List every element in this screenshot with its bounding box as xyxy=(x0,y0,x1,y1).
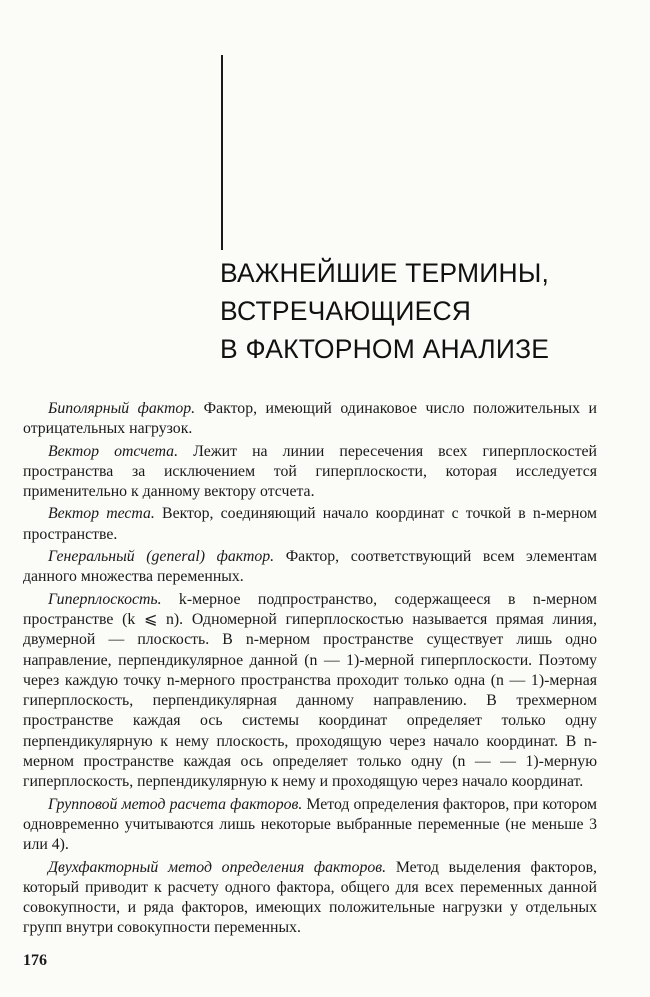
glossary-term: Двухфакторный метод определения факторов. xyxy=(48,858,387,876)
glossary-entry xyxy=(23,547,597,588)
glossary-entry xyxy=(23,590,597,793)
glossary-entry xyxy=(23,858,597,939)
glossary-term: Генеральный (general) фактор. xyxy=(48,548,275,566)
glossary-entry xyxy=(23,399,597,440)
page-number: 176 xyxy=(23,952,47,969)
glossary-term: Биполярный фактор. xyxy=(48,400,196,417)
heading-line-2: ВСТРЕЧАЮЩИЕСЯ xyxy=(220,296,472,326)
glossary xyxy=(23,399,597,941)
glossary-definition: k-мерное подпространство, содержащееся в n-мерном пространстве (k ⩽ n). Одномерной гиперплоскостью называется прямая линия, двумерной — плоскость. В n-мерном пространстве существует лишь одно направление, перпендикулярное данной (n — 1)-мерной гиперплоскости. Поэтому через каждую точку n-мерного пространства проходит только одна (n — 1)-мерная гиперплоскость, перпендикулярная данному направлению. В трехмерном пространстве каждая ось системы координат определяет только одну перпендикулярную к нему плоскость, проходящую через начало координат. В n-мерном пространстве каждая ось определяет только одну (n — — 1)-мерную гиперплоскость, перпендикулярную к нему и проходящую через начало координат. xyxy=(23,590,597,791)
vertical-rule xyxy=(221,55,223,250)
glossary-definition: Метод выделения факторов, который приводит к расчету одного фактора, общего для всех переменных данной совокупности, и ряда факторов, имеющих положительные нагрузки у отдельных групп внутри совокупности переменных. xyxy=(23,858,598,937)
heading-line-3: В ФАКТОРНОМ АНАЛИЗЕ xyxy=(220,334,550,364)
glossary-definition: Фактор, имеющий одинаковое число положительных и отрицательных нагрузок. xyxy=(23,400,597,438)
glossary-entry xyxy=(23,795,597,856)
glossary-definition: Вектор, соединяющий начало координат с точкой в n-мерном пространстве. xyxy=(23,505,597,543)
glossary-definition: Метод определения факторов, при котором одновременно учитываются лишь некоторые выбранные переменные (не меньше 3 или 4). xyxy=(23,795,597,854)
glossary-entry xyxy=(23,504,597,545)
glossary-term: Групповой метод расчета факторов. xyxy=(48,795,303,813)
chapter-heading xyxy=(220,254,640,368)
glossary-term: Гиперплоскость. xyxy=(48,590,162,608)
glossary-entry xyxy=(23,442,597,503)
heading-line-1: ВАЖНЕЙШИЕ ТЕРМИНЫ, xyxy=(220,258,550,288)
glossary-definition: Фактор, соответствующий всем элементам данного множества переменных. xyxy=(23,548,598,586)
glossary-term: Вектор теста. xyxy=(48,505,155,523)
glossary-term: Вектор отсчета. xyxy=(48,442,179,460)
glossary-definition: Лежит на линии пересечения всех гиперплоскостей пространства за исключением той гиперплоскости, которая исследуется применительно к данному вектору отсчета. xyxy=(23,442,597,501)
